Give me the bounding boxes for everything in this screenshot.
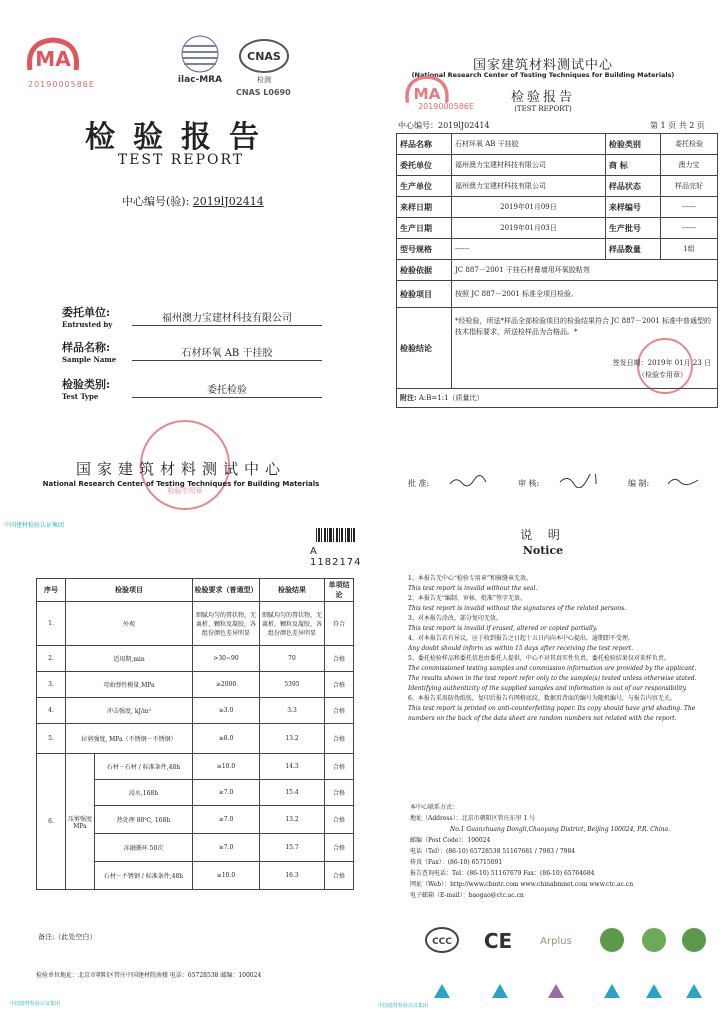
svg-text:检测: 检测 [257, 76, 271, 84]
cnas-logo-icon [236, 36, 292, 86]
table-row: 检验结论 *经检验，所送*样品全部检验项目的检验结果符合 JC 887－2001 标准中普通型的技术指标要求，所送检样品为合格品。* 签发日期：2019年 01月 23 日 （检验专用章） [397, 308, 718, 389]
cnas-code: CNAS L0690 [236, 88, 291, 97]
cert-logo-icon [682, 928, 706, 952]
table-row: 6. 压剪强度 MPa 石材－石材 / 标准条件,48h ≥10.0 14.3 合格 [37, 754, 354, 780]
table-header-row: 序号 检验项目 检验要求（普通型） 检验结果 单项结论 [37, 579, 354, 602]
table-row: 附注: A:B=1:1（质量比） [397, 389, 718, 408]
lab-address: 检验单位地址：北京市朝阳区管庄中国建材院南楼 电话：65728538 邮编：100024 [36, 972, 262, 979]
table-row: 1. 外观 细腻均匀的膏状物，无离析、颗粒及凝胶，各组份颜色差异明显 细腻均匀的膏状物，无离析、颗粒及凝胶，各组份颜色差异明显 符合 [37, 602, 354, 646]
contact-info: 本中心联系方式： 地址（Address）：北京市朝阳区管庄东里 1 号 No.1 Guanzhuang Dongli,Chaoyang District, Beijing 100024, P.R. China. 邮编（Post Code）：100024 电话（Tel）：(86-10) 65728538 51167681 / 7983 / 7984 传真（Fax）：(86-10) 65715091 报告查询电话：Tel：(86-10) 51167679 Fax：(86-10) 65764684 网址（Web）：http://www.cbmtc.com www.chinabmnet.com www.ctc.ac.cn 电子邮箱（E-mail）：baogao@ctc.ac.cn [410, 804, 671, 899]
cnas-triangle-icon [646, 984, 662, 998]
list-item: 2、本报告无“编制、审核、批准”签字无效。 This test report is invalid without the signatures of the related persons. [408, 595, 627, 612]
table-row: 委托单位 福州澳力宝建材科技有限公司 商 标 澳力宝 [397, 155, 718, 176]
table-row: 生产单位 福州澳力宝建材科技有限公司 样品状态 样品完好 [397, 176, 718, 197]
table-row: 来样日期 2019年01月09日 来样编号 ------ [397, 197, 718, 218]
table-row: 检验依据 JC 887－2001 干挂石材幕墙用环氧胶粘剂 [397, 260, 718, 281]
table-row: 生产日期 2019年01月03日 生产批号 ------ [397, 218, 718, 239]
client-label-en: Entrusted by [62, 320, 113, 329]
report-title-cn: 检验报告 [85, 120, 277, 155]
cover-page [0, 0, 362, 512]
ce-logo-icon [484, 929, 512, 953]
authority-logos [422, 982, 712, 1002]
test-type-value: 委托检验 [132, 381, 322, 398]
ctc-triangle-icon [548, 984, 564, 998]
cnas-triangle-icon [492, 984, 508, 998]
svg-text:CE: CE [483, 929, 513, 953]
cma-code: 2019000586E [418, 102, 474, 111]
results-table [36, 578, 354, 890]
cert-logo-icon [642, 928, 666, 952]
sample-label-en: Sample Name [62, 355, 117, 364]
footer-logo: 中国建材检验认证集团 [10, 1001, 61, 1007]
list-item: 5、委托检验样品和委托信息由委托人提供，中心不对其真实性负责，委托检验结果仅对来样负责。 The commissioned testing samples and commission information are provided by the applicant. The results shown in the test report refer only to the sample(s) tested unless otherwise stated. Identifying authenticity of the supplied samples and information is out of our responsibility. [408, 655, 697, 692]
ccc-logo-icon [426, 928, 458, 952]
table-row: 石材－不锈钢 / 标准条件,48h ≥10.0 16.3 合格 [37, 862, 354, 890]
barcode-icon [316, 528, 356, 542]
ctc-logo: 中国建材检验认证集团 [4, 522, 65, 529]
sample-value: 石材环氧 AB 干挂胶 [132, 344, 322, 361]
table-row: 3. 弯曲弹性模量,MPa ≥2000 5395 合格 [37, 672, 354, 698]
page-info: 第 1 页 共 2 页 [650, 121, 705, 130]
table-row: 2. 适用期,min >30~90 70 合格 [37, 646, 354, 672]
client-label: 委托单位: [62, 306, 111, 319]
org-name-cn: 国家建筑材料测试中心 [75, 460, 286, 478]
list-item: 6、本报告采用防伪纸张，复印后报告有网格底纹，数据页背面的编号为随机编号，与报告内容无关。 This test report is printed on anti-counterfeiting paper. Its copy should have grid shading. The numbers on the back of the data sheet are random numbers not related with the report. [408, 695, 696, 722]
list-item: 3、对本报告涂改、部分复印无效。 This test report is invalid if erased, altered or copied partially. [408, 615, 598, 632]
serial-number: A 1182174 [310, 546, 362, 568]
test-type-label: 检验类别: [62, 378, 111, 391]
report-summary-page: 国家建筑材料测试中心 (National Research Center of Testing Techniques for Building Materials) MA 检验报告 (TEST REPORT) 2019000586E 中心编号：2019lJ02414 第 1 页 共 2 页 样品名称 石材环氧 AB 干挂胶 检验类别 委托检验 委托单位 福州澳力宝建材科技有限公司 商 标 澳力宝 生产单位 福州澳力宝建材科技有限公司 样品状态 样品完好 来样日期 2019年01月09日 来样编号 ------ 生产日期 2019年01月03日 生产批号 ------ 型号规格 ------ 样品数量 1组 检验依据 JC 887－2001 干挂石材幕墙用环氧胶粘剂 检验项目 按照 JC 887－2001 标准全项目检验。 检验结论 *经检验，所送*样品全部检验项目的检验结果符合 JC 887－2001 标准中普通型的技术指标要求，所送检样品为合格品。* 签发日期：2019年 01月 23 日 （检验专用章） 附注: A:B=1:1（质量比） 批 准: 审 核: 编 制: [362, 0, 724, 512]
client-value: 福州澳力宝建材科技有限公司 [132, 309, 322, 326]
org-name-en: National Research Center of Testing Techniques for Building Materials [42, 480, 320, 488]
table-row: 热处理 80℃, 168h ≥7.0 13.2 合格 [37, 806, 354, 834]
svg-text:MA: MA [35, 47, 71, 71]
org-name-en: (National Research Center of Testing Techniques for Building Materials) [411, 71, 675, 79]
center-number: 中心编号(验): 2019lJ02414 [122, 195, 264, 208]
svg-text:CNAS: CNAS [247, 50, 281, 63]
results-note: 备注:（此处空白） [38, 933, 97, 941]
results-page [0, 512, 362, 1024]
arplus-logo-icon [540, 936, 572, 947]
signature-review [558, 474, 598, 488]
test-type-label-en: Test Type [62, 392, 99, 401]
summary-table [396, 133, 718, 408]
table-row: 检验项目 按照 JC 887－2001 标准全项目检验。 [397, 281, 718, 308]
org-name-cn: 国家建筑材料测试中心 [472, 58, 613, 73]
table-row: 5. 拉剪强度, MPa（不锈钢－不锈钢） ≥8.0 13.2 合格 [37, 724, 354, 754]
certification-logos [422, 922, 712, 962]
cover-seal: 检验专用章 [140, 420, 230, 510]
signature-edit [666, 474, 700, 488]
svg-text:CCC: CCC [432, 937, 452, 947]
footer-logo: 中国建材检验认证集团 [378, 1003, 429, 1009]
cnas-triangle-icon [434, 984, 450, 998]
notice-title-cn: 说 明 [520, 528, 566, 542]
table-row: 4. 冲击强度, kJ/m² ≥3.0 3.3 合格 [37, 698, 354, 724]
table-row: 样品名称 石材环氧 AB 干挂胶 检验类别 委托检验 [397, 134, 718, 155]
table-row: 冻融循环 50次 ≥7.0 15.7 合格 [37, 834, 354, 862]
table-row: 浸水,168h ≥7.0 15.4 合格 [37, 780, 354, 806]
list-item: 1、本报告无中心“检验专用章”和骑缝章无效。 This test report is invalid without the seal. [408, 575, 538, 592]
list-item: 4、对本报告若有异议，应于收到报告之日起十五日内向本中心提出，逾期即不受理。 Any doubt should inform us within 15 days after receiving the test report. [408, 635, 634, 652]
cert-logo-icon [600, 928, 624, 952]
cnas-triangle-icon [686, 984, 702, 998]
notice-page [362, 512, 724, 1024]
notice-list [408, 574, 708, 724]
sample-label: 样品名称: [62, 341, 111, 354]
ilac-mra-logo-icon [172, 32, 228, 88]
notice-title-en: Notice [522, 544, 564, 557]
signature-approve [448, 474, 488, 488]
svg-text:ilac-MRA: ilac-MRA [177, 75, 223, 85]
cma-code: 2019000586E [28, 80, 95, 89]
svg-text:Arplus: Arplus [540, 936, 572, 947]
svg-text:MA: MA [413, 85, 441, 104]
table-row: 型号规格 ------ 样品数量 1组 [397, 239, 718, 260]
center-number: 中心编号：2019lJ02414 [398, 121, 490, 130]
report-title-en: TEST REPORT [117, 152, 245, 168]
report-title: 检验报告 (TEST REPORT) [510, 90, 575, 113]
cma-logo-icon [22, 34, 84, 74]
cnas-triangle-icon [604, 984, 620, 998]
